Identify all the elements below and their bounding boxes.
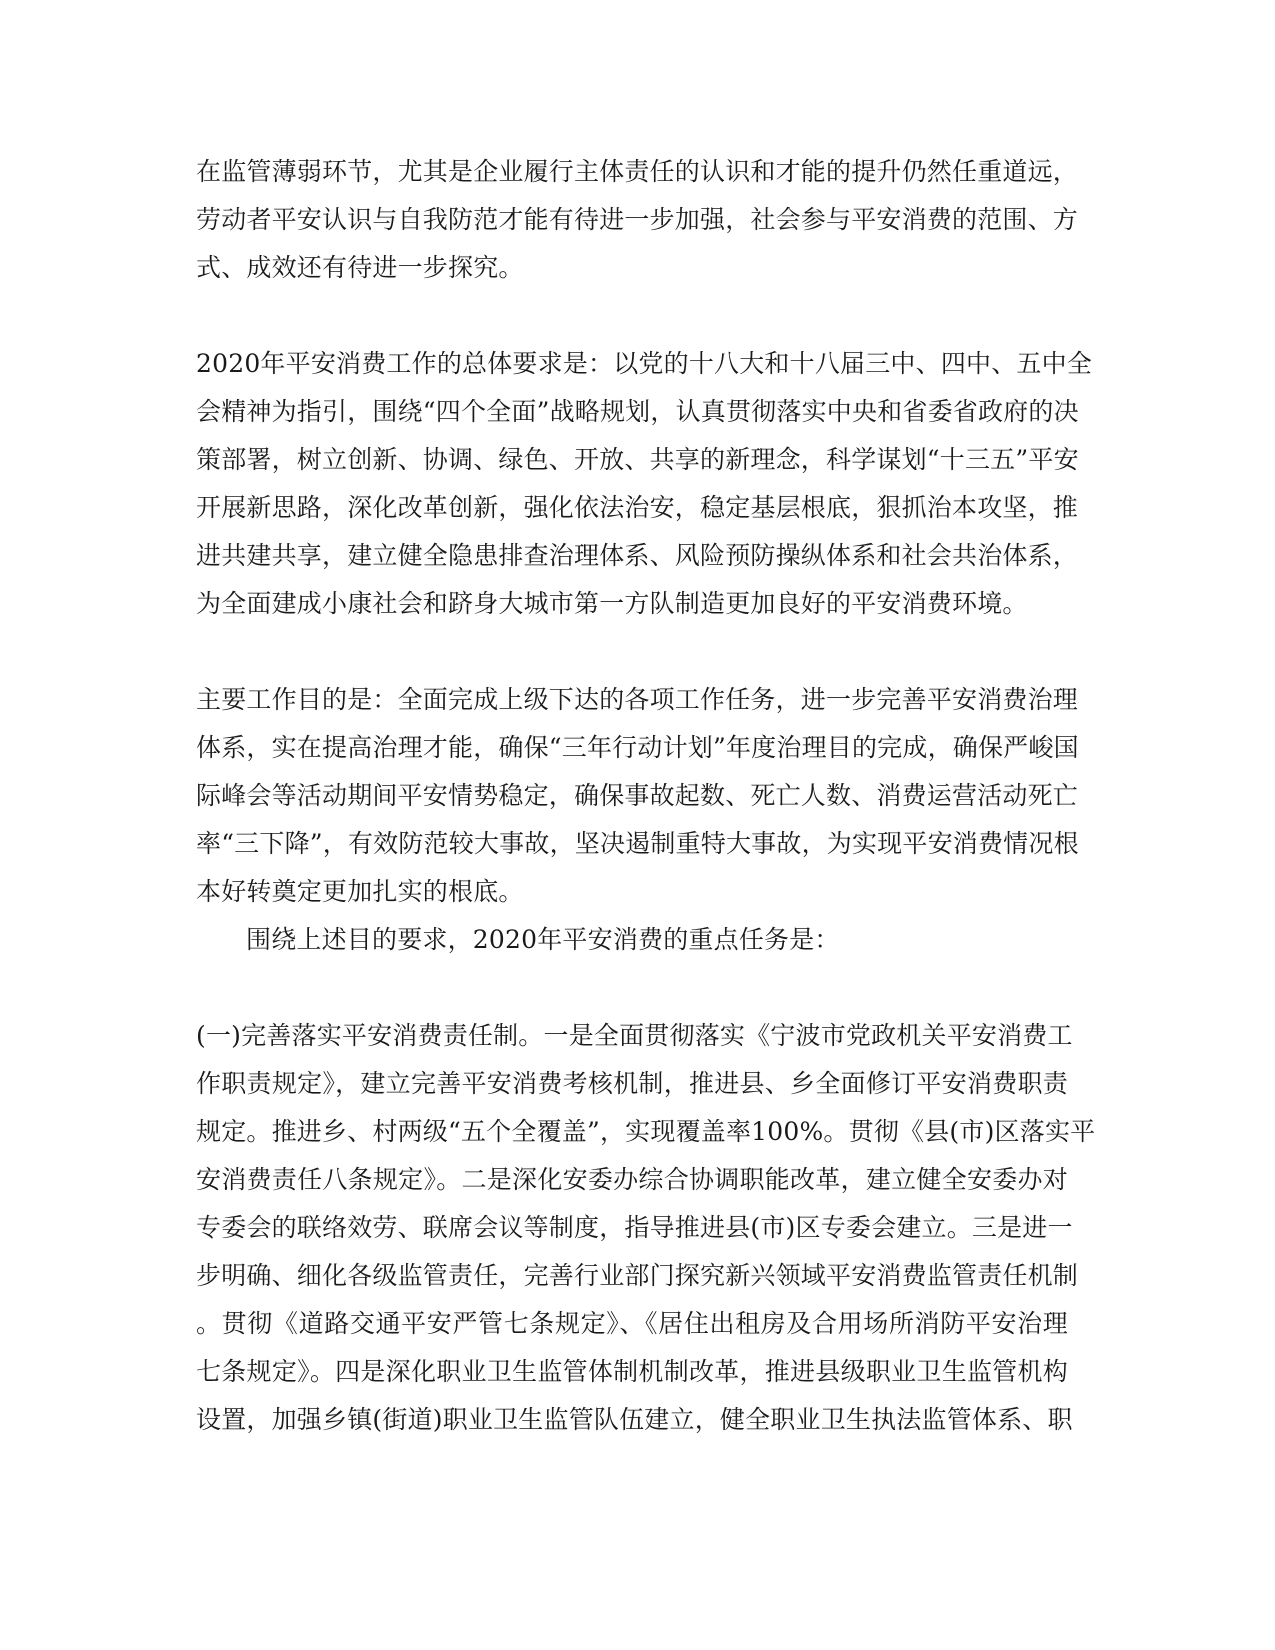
paragraph-line: 为全面建成小康社会和跻身大城市第一方队制造更加良好的平安消费环境。	[196, 589, 1028, 618]
paragraph-line: 作职责规定》，建立完善平安消费考核机制，推进县、乡全面修订平安消费职责	[196, 1069, 1068, 1098]
paragraph-1	[196, 148, 1079, 292]
paragraph-line: 率“三下降”，有效防范较大事故，坚决遏制重特大事故，为实现平安消费情况根	[196, 829, 1079, 858]
paragraph-spacer	[196, 292, 1068, 340]
paragraph-line: 七条规定》。四是深化职业卫生监管体制机制改革，推进县级职业卫生监管机构	[196, 1357, 1068, 1386]
paragraph-line: 在监管薄弱环节，尤其是企业履行主体责任的认识和才能的提升仍然任重道远，	[196, 157, 1079, 186]
document-page	[196, 148, 1096, 1444]
paragraph-2	[196, 340, 1093, 628]
paragraph-line: 专委会的联络效劳、联席会议等制度，指导推进县(市)区专委会建立。三是进一	[196, 1213, 1073, 1242]
paragraph-5	[196, 1012, 1096, 1444]
paragraph-line: 际峰会等活动期间平安情势稳定，确保事故起数、死亡人数、消费运营活动死亡	[196, 781, 1079, 810]
paragraph-line: 劳动者平安认识与自我防范才能有待进一步加强，社会参与平安消费的范围、方	[196, 205, 1079, 234]
paragraph-line: 本好转奠定更加扎实的根底。	[196, 877, 524, 906]
paragraph-4	[196, 916, 1068, 964]
paragraph-line: 。贯彻《道路交通平安严管七条规定》、《居住出租房及合用场所消防平安治理	[196, 1309, 1068, 1338]
paragraph-line: 主要工作目的是：全面完成上级下达的各项工作任务，进一步完善平安消费治理	[196, 685, 1079, 714]
paragraph-line: 设置，加强乡镇(街道)职业卫生监管队伍建立，健全职业卫生执法监管体系、职	[196, 1405, 1073, 1434]
paragraph-line: 围绕上述目的要求，2020年平安消费的重点任务是：	[246, 925, 840, 954]
paragraph-line: 体系，实在提高治理才能，确保“三年行动计划”年度治理目的完成，确保严峻国	[196, 733, 1079, 762]
paragraph-line: 进共建共享，建立健全隐患排查治理体系、风险预防操纵体系和社会共治体系，	[196, 541, 1079, 570]
paragraph-line: 策部署，树立创新、协调、绿色、开放、共享的新理念，科学谋划“十三五”平安	[196, 445, 1079, 474]
paragraph-3	[196, 676, 1079, 916]
paragraph-line: 规定。推进乡、村两级“五个全覆盖”，实现覆盖率100%。贯彻《县(市)区落实平	[196, 1117, 1096, 1146]
paragraph-line: (一)完善落实平安消费责任制。一是全面贯彻落实《宁波市党政机关平安消费工	[196, 1021, 1073, 1050]
paragraph-line: 安消费责任八条规定》。二是深化安委办综合协调职能改革，建立健全安委办对	[196, 1165, 1068, 1194]
paragraph-line: 会精神为指引，围绕“四个全面”战略规划，认真贯彻落实中央和省委省政府的决	[196, 397, 1079, 426]
paragraph-line: 步明确、细化各级监管责任，完善行业部门探究新兴领域平安消费监管责任机制	[196, 1261, 1079, 1290]
paragraph-spacer	[196, 964, 1068, 1012]
paragraph-line: 开展新思路，深化改革创新，强化依法治安，稳定基层根底，狠抓治本攻坚，推	[196, 493, 1079, 522]
paragraph-line: 2020年平安消费工作的总体要求是：以党的十八大和十八届三中、四中、五中全	[196, 349, 1093, 378]
paragraph-line: 式、成效还有待进一步探究。	[196, 253, 524, 282]
paragraph-spacer	[196, 628, 1068, 676]
